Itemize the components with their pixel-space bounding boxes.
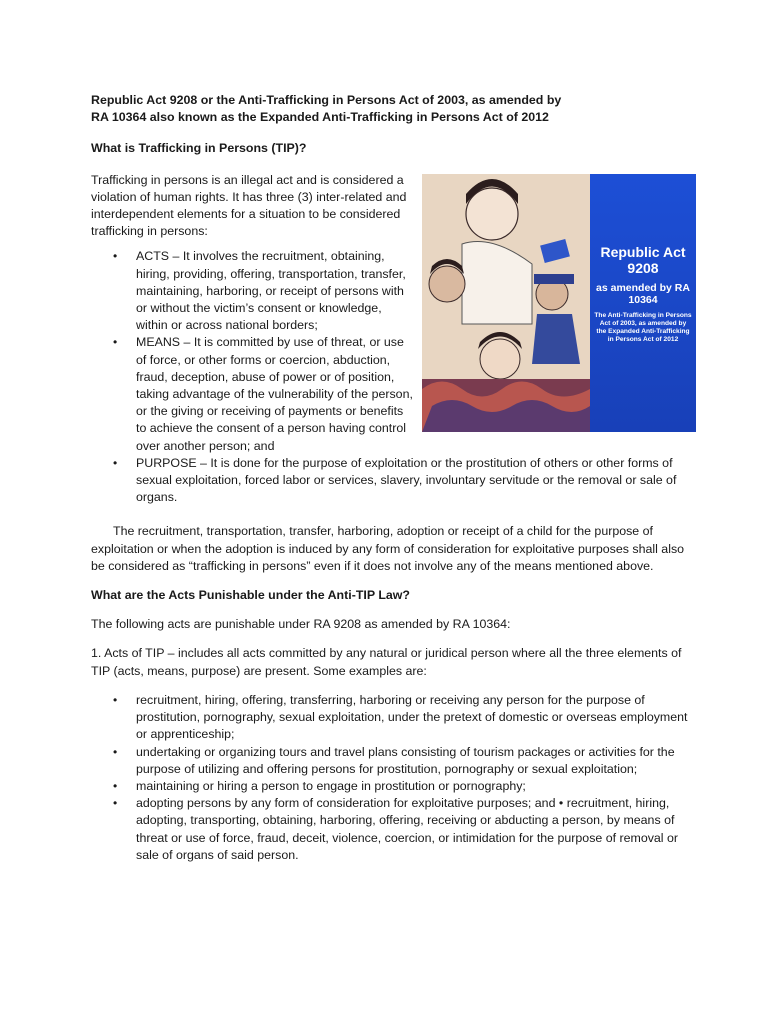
following-paragraph: The following acts are punishable under RA 9208 as amended by RA 10364: <box>91 617 511 632</box>
list-item-acts <box>91 248 413 334</box>
poster-small-text: The Anti-Trafficking in Persons Act of 2003, as amended by the Expanded Anti-Trafficking in Persons Act of 2012 <box>594 312 692 343</box>
bullet-icon: • <box>113 796 118 811</box>
poster-subtitle: as amended by RA 10364 <box>596 282 690 306</box>
list-item-text: MEANS – It is committed by use of threat, or use of force, or other forms or coercion, abduction, fraud, deception, abuse of power or of position, taking advantage of the vulnerability of the person, or the giving or receiving of payments or benefits to achieve the consent of a person having control over another person; and <box>136 335 413 453</box>
list-item-text: adopting persons by any form of consideration for exploitative purposes; and • recruitment, hiring, adopting, transporting, obtaining, harboring, offering, receiving or abducting a person, by means of threat or use of force, fraud, deceit, violence, coercion, or intimidation for the purpose of removal or sale of organs of said person. <box>136 796 679 862</box>
intro-paragraph: Trafficking in persons is an illegal act and is considered a violation of human rights. It has three (3) inter-related and interdependent elements for a situation to be considered trafficking in persons: <box>91 172 407 239</box>
bullet-icon: • <box>113 335 118 350</box>
list-item-text: undertaking or organizing tours and travel plans consisting of tourism packages or activities for the purpose of utilizing and offering persons for prostitution, pornography or sexual exploitation; <box>136 744 675 776</box>
poster-title: Republic Act 9208 <box>600 244 686 276</box>
question-tip-heading: What is Trafficking in Persons (TIP)? <box>91 141 307 156</box>
bullet-icon: • <box>113 778 118 793</box>
title-line-1: Republic Act 9208 or the Anti-Trafficking in Persons Act of 2003, as amended by <box>91 93 562 107</box>
list-item-text: recruitment, hiring, offering, transferring, harboring or receiving any person for the purpose of prostitution, pornography, sexual exploitation, under the pretext of domestic or overseas employment or apprenticeship; <box>136 692 688 742</box>
title-line-2: RA 10364 also known as the Expanded Anti-Trafficking in Persons Act of 2012 <box>91 110 549 125</box>
list-item-text: maintaining or hiring a person to engage in prostitution or pornography; <box>136 778 526 793</box>
question-acts-heading: What are the Acts Punishable under the Anti-TIP Law? <box>91 588 410 603</box>
list-item <box>91 778 691 795</box>
illustration-figures <box>422 174 590 432</box>
list-item <box>91 795 691 864</box>
list-item <box>91 692 691 744</box>
examples-list <box>91 692 691 864</box>
list-item-means <box>91 334 413 454</box>
ra9208-poster-image <box>422 174 696 432</box>
list-item-text: ACTS – It involves the recruitment, obtaining, hiring, providing, offering, transportation, transfer, maintaining, harboring, or receipt of persons with or without the victim’s consent or knowledge, within or across national borders; <box>136 249 406 333</box>
acts-intro-paragraph: 1. Acts of TIP – includes all acts committed by any natural or juridical person where all the three elements of TIP (acts, means, purpose) are present. Some examples are: <box>91 646 682 678</box>
child-paragraph: The recruitment, transportation, transfer, harboring, adoption or receipt of a child for the purpose of exploitation or when the adoption is induced by any form of consideration for exploitative purposes shall also be considered as “trafficking in persons” even if it does not involve any of the means mentioned above. <box>91 524 685 573</box>
bullet-icon: • <box>113 249 118 264</box>
bullet-icon: • <box>113 744 118 759</box>
list-item <box>91 744 691 778</box>
list-item-text: PURPOSE – It is done for the purpose of exploitation or the prostitution of others or other forms of sexual exploitation, forced labor or services, slavery, involuntary servitude or the removal or sale of organs. <box>136 455 677 505</box>
illustration-artwork <box>422 174 590 432</box>
document-title <box>91 92 691 126</box>
bullet-icon: • <box>113 455 118 470</box>
list-item-purpose <box>91 455 691 507</box>
bullet-icon: • <box>113 692 118 707</box>
